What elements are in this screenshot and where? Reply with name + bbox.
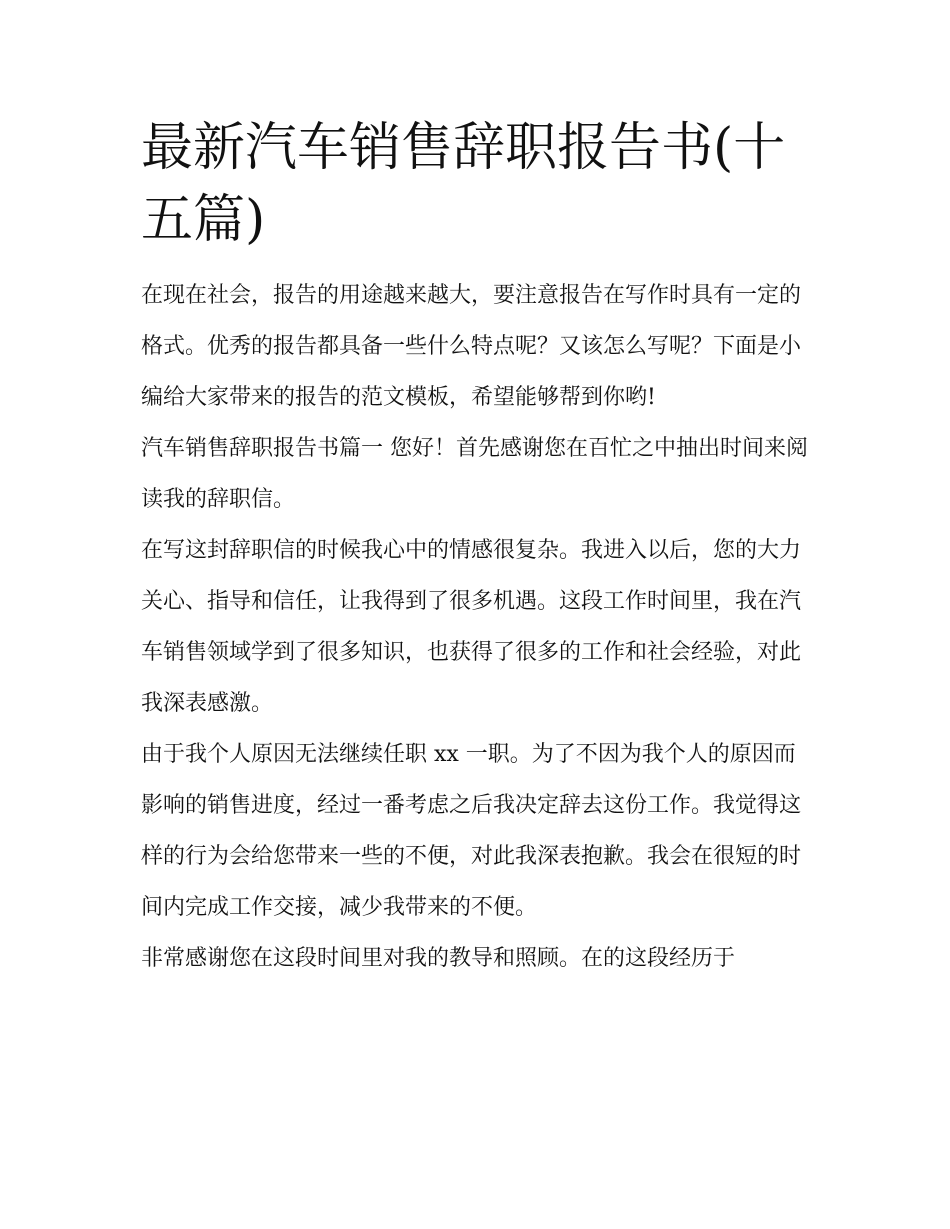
document-title: 最新汽车销售辞职报告书(十五篇)	[141, 118, 786, 250]
document-body	[141, 270, 813, 984]
paragraph-thanks: 非常感谢您在这段时间里对我的教导和照顾。在的这段经历于	[141, 946, 736, 971]
document-content	[141, 112, 813, 984]
paragraph-feelings: 在写这封辞职信的时候我心中的情感很复杂。我进入以后，您的大力关心、指导和信任，让我得到了很多机遇。这段工作时间里，我在汽车销售领域学到了很多知识，也获得了很多的工作和社会经验，对此我深表感激。	[141, 538, 802, 716]
paragraph-reason: 由于我个人原因无法继续任职 xx 一职。为了不因为我个人的原因而影响的销售进度，经过一番考虑之后我决定辞去这份工作。我觉得这样的行为会给您带来一些的不便，对此我深表抱歉。我会在很短的时间内完成工作交接，减少我带来的不便。	[141, 742, 802, 920]
paragraph-intro: 在现在社会，报告的用途越来越大，要注意报告在写作时具有一定的格式。优秀的报告都具备一些什么特点呢？又该怎么写呢？下面是小编给大家带来的报告的范文模板，希望能够帮到你哟!	[141, 283, 802, 410]
paragraph-greeting: 汽车销售辞职报告书篇一 您好！首先感谢您在百忙之中抽出时间来阅读我的辞职信。	[141, 436, 808, 512]
